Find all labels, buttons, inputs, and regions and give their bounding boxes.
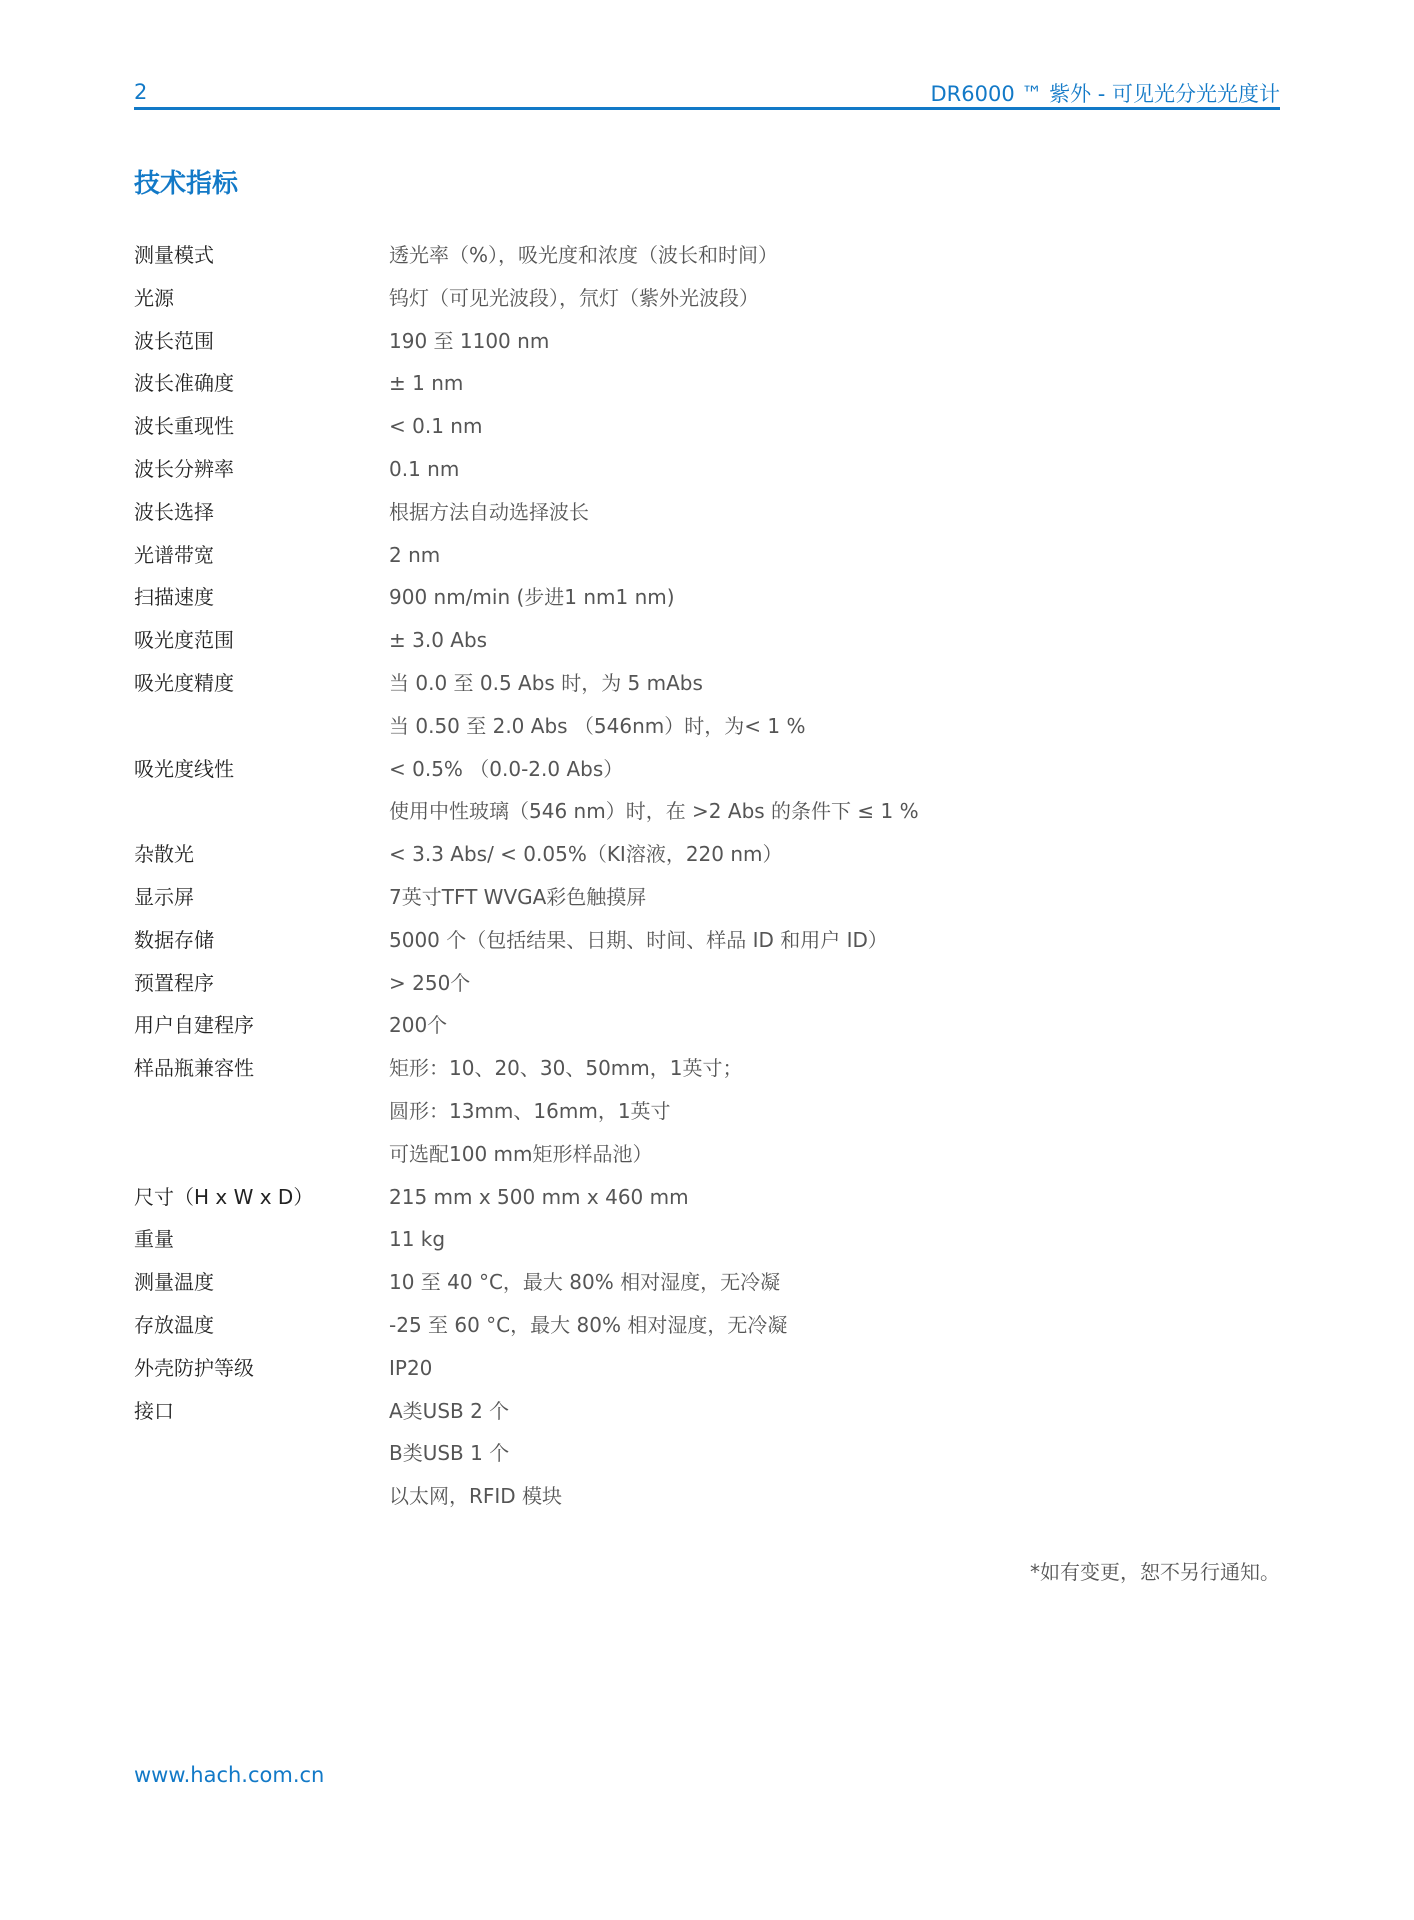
spec-row — [134, 1004, 1034, 1047]
spec-value: 11 kg — [389, 1227, 446, 1252]
spec-row — [134, 1176, 1034, 1219]
spec-row — [134, 705, 1034, 748]
website-link[interactable]: www.hach.com.cn — [134, 1763, 325, 1787]
spec-row — [134, 448, 1034, 491]
section-title: 技术指标 — [134, 169, 239, 199]
spec-label: 杂散光 — [134, 842, 194, 867]
spec-row — [134, 833, 1034, 876]
document-title: DR6000 ™ 紫外 - 可见光分光光度计 — [930, 82, 1280, 106]
spec-value: 以太网，RFID 模块 — [389, 1484, 563, 1509]
spec-value: 10 至 40 °C，最大 80% 相对湿度，无冷凝 — [389, 1270, 781, 1295]
spec-row — [134, 1390, 1034, 1433]
spec-table — [134, 234, 1034, 1518]
spec-row — [134, 1047, 1034, 1090]
spec-label: 光源 — [134, 285, 174, 310]
spec-value: 根据方法自动选择波长 — [389, 499, 589, 524]
spec-row — [134, 320, 1034, 363]
spec-label: 存放温度 — [134, 1312, 214, 1337]
spec-label: 波长选择 — [134, 499, 214, 524]
spec-row — [134, 1432, 1034, 1475]
header-divider — [134, 107, 1280, 110]
spec-label: 吸光度线性 — [134, 756, 234, 781]
spec-label: 光谱带宽 — [134, 542, 214, 567]
spec-row — [134, 1475, 1034, 1518]
spec-label: 数据存储 — [134, 927, 214, 952]
spec-label: 测量温度 — [134, 1270, 214, 1295]
spec-row — [134, 662, 1034, 705]
spec-value: 7英寸TFT WVGA彩色触摸屏 — [389, 884, 647, 909]
spec-value: 200个 — [389, 1013, 448, 1038]
spec-row — [134, 576, 1034, 619]
spec-row — [134, 491, 1034, 534]
spec-value: A类USB 2 个 — [389, 1398, 510, 1423]
spec-value: 圆形：13mm、16mm，1英寸 — [389, 1098, 671, 1123]
spec-label: 重量 — [134, 1227, 174, 1252]
spec-label: 显示屏 — [134, 884, 194, 909]
spec-value: 215 mm x 500 mm x 460 mm — [389, 1184, 689, 1209]
spec-value: B类USB 1 个 — [389, 1441, 510, 1466]
spec-label: 外壳防护等级 — [134, 1355, 254, 1380]
page-number: 2 — [134, 80, 148, 104]
spec-row — [134, 790, 1034, 833]
spec-row — [134, 962, 1034, 1005]
spec-value: 5000 个（包括结果、日期、时间、样品 ID 和用户 ID） — [389, 927, 888, 952]
spec-row — [134, 534, 1034, 577]
spec-row — [134, 1133, 1034, 1176]
spec-row — [134, 1261, 1034, 1304]
spec-row — [134, 1347, 1034, 1390]
spec-row — [134, 748, 1034, 791]
spec-value: ± 1 nm — [389, 371, 464, 396]
spec-label: 测量模式 — [134, 243, 214, 267]
spec-row — [134, 234, 1034, 277]
spec-row — [134, 1218, 1034, 1261]
page-header — [134, 70, 1280, 110]
spec-label: 吸光度精度 — [134, 670, 234, 695]
spec-label: 扫描速度 — [134, 585, 214, 610]
spec-value: < 0.1 nm — [389, 414, 483, 439]
spec-value: 使用中性玻璃（546 nm）时，在 >2 Abs 的条件下 ≤ 1 % — [389, 799, 919, 824]
spec-value: 2 nm — [389, 542, 441, 567]
spec-value: IP20 — [389, 1355, 433, 1380]
spec-value: < 0.5% （0.0-2.0 Abs） — [389, 756, 624, 781]
spec-row — [134, 919, 1034, 962]
spec-row — [134, 362, 1034, 405]
spec-row — [134, 876, 1034, 919]
spec-label: 预置程序 — [134, 970, 214, 995]
spec-row — [134, 1304, 1034, 1347]
spec-value: 190 至 1100 nm — [389, 328, 550, 353]
spec-label: 波长准确度 — [134, 371, 234, 396]
spec-row — [134, 619, 1034, 662]
spec-value: -25 至 60 °C，最大 80% 相对湿度，无冷凝 — [389, 1312, 788, 1337]
spec-row — [134, 277, 1034, 320]
spec-label: 波长重现性 — [134, 414, 234, 439]
spec-value: 900 nm/min (步进1 nm1 nm) — [389, 585, 675, 610]
spec-value: 0.1 nm — [389, 456, 460, 481]
spec-label: 尺寸（H x W x D） — [134, 1184, 314, 1209]
spec-value: 矩形：10、20、30、50mm，1英寸； — [389, 1056, 743, 1081]
spec-label: 吸光度范围 — [134, 628, 234, 653]
spec-value: 透光率（%），吸光度和浓度（波长和时间） — [389, 243, 779, 267]
spec-label: 样品瓶兼容性 — [134, 1056, 254, 1081]
spec-value: > 250个 — [389, 970, 471, 995]
spec-label: 用户自建程序 — [134, 1013, 254, 1038]
spec-value: ± 3.0 Abs — [389, 628, 488, 653]
spec-label: 接口 — [134, 1398, 174, 1423]
spec-row — [134, 1090, 1034, 1133]
spec-value: 当 0.0 至 0.5 Abs 时，为 5 mAbs — [389, 670, 703, 695]
spec-label: 波长分辨率 — [134, 456, 234, 481]
spec-value: < 3.3 Abs/ < 0.05%（KI溶液，220 nm） — [389, 842, 783, 867]
footnote: *如有变更，恕不另行通知。 — [1030, 1560, 1280, 1584]
spec-label: 波长范围 — [134, 328, 214, 353]
spec-value: 可选配100 mm矩形样品池） — [389, 1141, 653, 1166]
spec-value: 当 0.50 至 2.0 Abs （546nm）时，为< 1 % — [389, 713, 806, 738]
spec-value: 钨灯（可见光波段），氘灯（紫外光波段） — [389, 285, 759, 310]
spec-row — [134, 405, 1034, 448]
